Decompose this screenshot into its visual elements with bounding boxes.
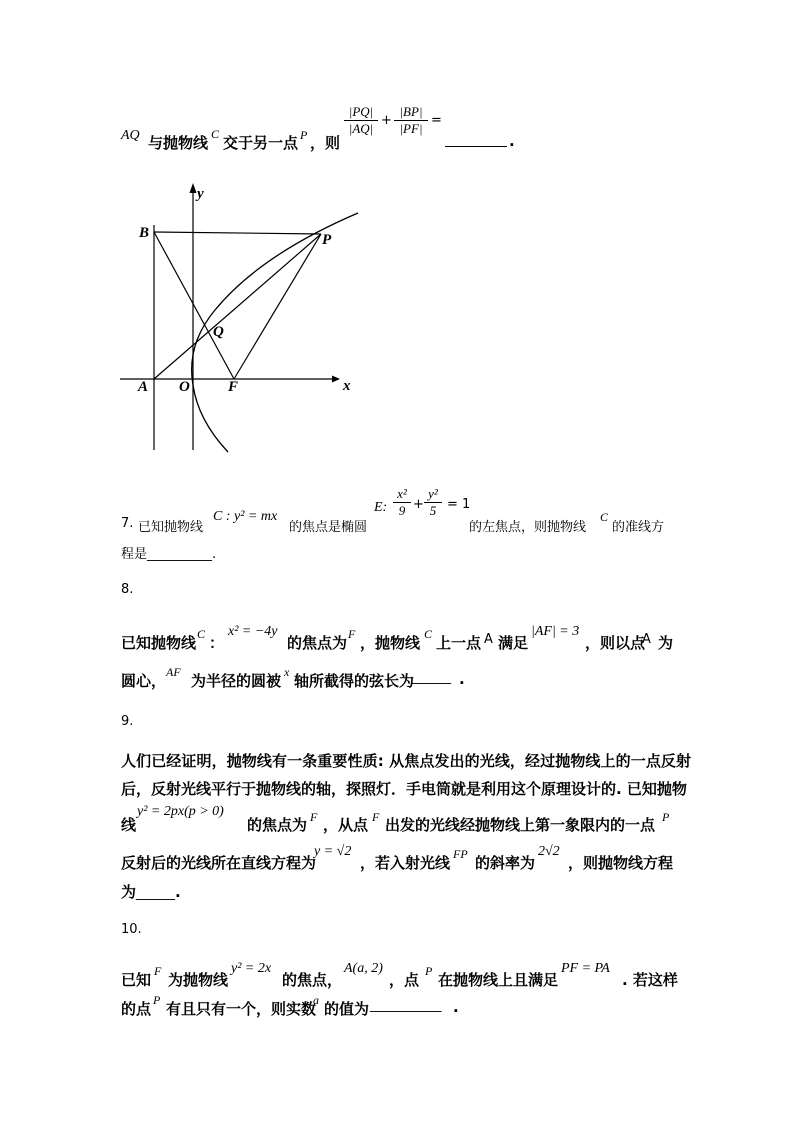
fraction-denominator: 5 xyxy=(429,503,437,518)
q9-line-3d: 出发的光线经抛物线上第一象限内的一点 xyxy=(385,816,656,834)
q6-text-2: 交于另一点 xyxy=(223,134,299,152)
ellipse-label: E: xyxy=(374,500,388,515)
q9-line-4d: ，则抛物线方程 xyxy=(568,854,674,872)
condition-pf-pa: PF = PA xyxy=(561,961,610,976)
fraction-denominator: |PF| xyxy=(399,121,423,136)
q8-line2-3: 轴所截得的弦长为 xyxy=(294,672,415,690)
label-x: x xyxy=(343,378,351,394)
focus-f: F xyxy=(310,810,318,824)
q7-text-2: 的焦点是椭圆 xyxy=(289,520,368,535)
question-number: 9. xyxy=(121,714,134,729)
curve-c: C xyxy=(424,627,433,641)
question-number: 7. xyxy=(121,516,134,531)
q9-line-2: 后，反射光线平行于抛物线的轴，探照灯．手电筒就是利用这个原理设计的. 已知抛物 xyxy=(121,780,687,798)
segment-ap xyxy=(154,234,321,379)
plus-sign: + xyxy=(413,497,424,512)
plus-sign: + xyxy=(381,113,392,128)
segment-aq: AQ xyxy=(121,128,140,143)
parabola-equation: y² = 2px(p > 0) xyxy=(137,804,224,819)
point-p: P xyxy=(425,964,433,978)
q7-text-3: 的左焦点，则抛物线 xyxy=(469,520,587,535)
q10-text-5: 在抛物线上且满足 xyxy=(438,971,559,989)
q10-end: . xyxy=(453,998,459,1016)
segment-af: AF xyxy=(166,665,181,679)
q9-line-5-text: 为 xyxy=(121,883,137,901)
curve-c: C xyxy=(211,127,220,141)
q8-line2-1: 圆心， xyxy=(121,672,167,690)
q8-line2-2: 为半径的圆被 xyxy=(191,672,282,690)
slope-value: 2√2 xyxy=(538,844,560,859)
q10-line2-3: 的值为 xyxy=(324,1000,370,1018)
question-number: 10. xyxy=(121,922,142,937)
point-a: A(a, 2) xyxy=(344,961,383,976)
answer-blank xyxy=(445,146,507,147)
q9-line-1: 人们已经证明，抛物线有一条重要性质: 从焦点发出的光线，经过抛物线上的一点反射 xyxy=(121,752,692,770)
label-b: B xyxy=(139,225,150,241)
segment-bf xyxy=(154,232,234,379)
q6-period: . xyxy=(509,132,515,150)
point-p: P xyxy=(662,810,670,824)
q9-line-4c: 的斜率为 xyxy=(475,854,536,872)
equals-one: = 1 xyxy=(447,497,471,512)
answer-blank: ______ xyxy=(412,670,451,685)
axis-x: x xyxy=(284,665,290,679)
q6-text-3: ，则 xyxy=(310,134,341,152)
fraction-bp-pf xyxy=(394,104,428,137)
fraction-numerator: x² xyxy=(397,486,407,501)
focus-f: F xyxy=(154,964,162,978)
q8-end: . xyxy=(459,670,465,688)
q9-line-3a: 线 xyxy=(121,816,137,834)
q9-line-4a: 反射后的光线所在直线方程为 xyxy=(121,854,317,872)
curve-c: C xyxy=(197,627,206,641)
fraction-x2-9 xyxy=(393,486,411,519)
point-a: A xyxy=(642,632,651,647)
label-q: Q xyxy=(213,324,224,340)
parabola-equation: x² = −4y xyxy=(228,624,278,639)
q10-text-1: 已知 xyxy=(121,971,152,989)
q8-text-4: 上一点 xyxy=(436,634,482,652)
point-p: P xyxy=(153,993,161,1007)
q10-line2-1: 的点 xyxy=(121,1000,152,1018)
parabola-figure xyxy=(110,176,370,461)
equals-sign: = xyxy=(431,113,442,128)
q10-text-6: . 若这样 xyxy=(622,971,678,989)
x-axis-arrow-icon xyxy=(332,376,340,383)
fraction-numerator: |BP| xyxy=(399,104,423,119)
question-number: 8. xyxy=(121,582,134,597)
label-y: y xyxy=(197,186,204,202)
q8-text-1: 已知抛物线 xyxy=(121,634,197,652)
q8-text-2: 的焦点为 xyxy=(287,634,348,652)
q9-line-3c: ，从点 xyxy=(323,816,369,834)
fraction-numerator: |PQ| xyxy=(348,104,374,119)
q10-line2-2: 有且只有一个，则实数 xyxy=(166,1000,317,1018)
segment-fp: FP xyxy=(453,847,468,861)
parabola-equation: C : y² = mx xyxy=(213,509,278,524)
q10-text-4: ，点 xyxy=(389,971,420,989)
focus-f: F xyxy=(348,627,356,641)
q8-text-3: ，抛物线 xyxy=(360,634,421,652)
parabola-equation: y² = 2x xyxy=(231,961,272,976)
q7-line-2 xyxy=(121,543,216,562)
y-axis-arrow-icon xyxy=(190,183,197,193)
q9-line-3b: 的焦点为 xyxy=(247,816,308,834)
q7-text-1: 已知抛物线 xyxy=(138,520,204,535)
q6-text-1: 与抛物线 xyxy=(148,134,209,152)
fraction-numerator: y² xyxy=(428,486,438,501)
q9-end: . xyxy=(175,883,181,901)
q9-line-4b: ，若入射光线 xyxy=(360,854,451,872)
variable-a: a xyxy=(313,993,319,1007)
answer-blank: ______ xyxy=(136,886,176,901)
answer-blank: __________ xyxy=(147,547,213,562)
q8-text-6: ，则以点 xyxy=(585,634,646,652)
q8-text-5: 满足 xyxy=(498,634,529,652)
q9-line-5 xyxy=(121,881,181,902)
q8-text-7: 为 xyxy=(658,634,674,652)
fraction-denominator: 9 xyxy=(398,503,406,518)
q10-text-3: 的焦点， xyxy=(282,971,343,989)
curve-c: C xyxy=(600,510,609,524)
q7-line-2-text: 程是 xyxy=(121,547,148,562)
reflected-line-equation: y = √2 xyxy=(314,844,352,859)
label-f: F xyxy=(228,379,239,395)
q7-end: . xyxy=(212,547,217,562)
label-o: O xyxy=(179,379,190,395)
answer-blank: ___________ xyxy=(370,998,442,1013)
fraction-y2-5 xyxy=(424,486,442,519)
focus-f: F xyxy=(372,810,380,824)
q7-text-4: 的准线方 xyxy=(612,520,665,535)
q10-text-2: 为抛物线 xyxy=(168,971,229,989)
point-p: P xyxy=(300,128,308,142)
q8-colon: ： xyxy=(209,634,225,652)
segment-bp xyxy=(154,232,321,234)
condition-af: |AF| = 3 xyxy=(531,624,580,639)
label-a: A xyxy=(138,379,149,395)
point-a: A xyxy=(484,632,493,647)
label-p: P xyxy=(322,232,332,248)
fraction-denominator: |AQ| xyxy=(348,121,374,136)
fraction-pq-aq xyxy=(344,104,378,137)
